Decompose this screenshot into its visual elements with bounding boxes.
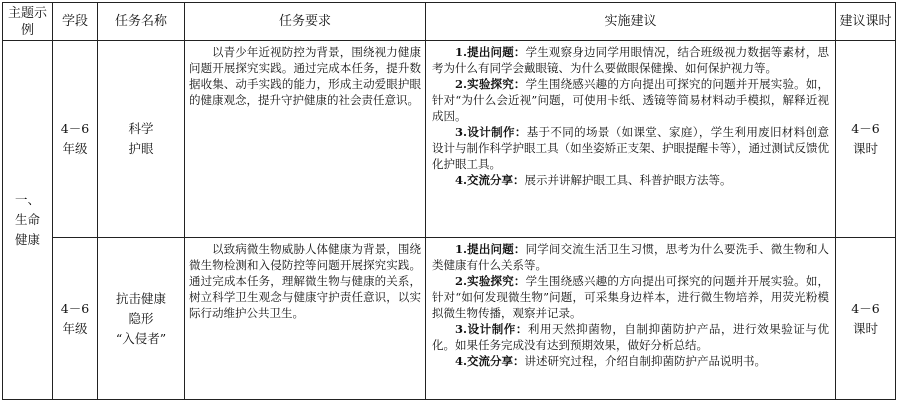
step-label: 3.设计制作： [455,322,528,336]
hours-text: 课时 [852,320,878,336]
header-stage: 学段 [53,3,98,41]
stage-cell [53,41,98,238]
step-text: 学生围绕感兴趣的方向提出可探究的问题并开展实验。如，针对“为什么会近视”问题，可使用卡纸、透镜等简易材料动手模拟，解释近视成因。 [432,77,829,123]
task-name-text: 隐形 [128,310,154,326]
step-label: 1.提出问题： [455,242,526,256]
step-item [432,124,829,172]
theme-line: 一、 [14,192,40,207]
requirement-cell: 以青少年近视防控为背景，围绕视力健康问题开展探究实践。通过完成本任务，提升数据收集、动手实践的能力，形成主动爱眼护眼的健康观念，提升守护健康的社会责任意识。 [185,41,426,238]
header-hours: 建议课时 [836,3,896,41]
step-item [432,44,829,76]
theme-line: 生命 [14,212,40,227]
step-label: 2.实验探究： [455,77,526,91]
step-label: 1.提出问题： [455,45,526,59]
stage-cell [53,238,98,400]
hours-cell [836,41,896,238]
header-row [3,3,896,41]
step-text: 讲述研究过程，介绍自制抑菌防护产品说明书。 [524,354,767,368]
hours-text: 课时 [852,141,878,156]
step-text: 基于不同的场景（如课堂、家庭），学生利用废旧材料创意设计与制作科学护眼工具（如坐姿矫正支架、护眼提醒卡等），通过测试反馈优化护眼工具。 [432,125,829,171]
table-row [3,238,896,400]
step-label: 3.设计制作： [455,125,527,139]
task-name-text: “入侵者” [115,330,167,346]
step-label: 2.实验探究： [455,274,526,288]
task-name-text: 护眼 [128,141,154,156]
stage-text: 4－6 [60,300,90,316]
task-name-cell [98,238,185,400]
step-label: 4.交流分享： [455,354,525,368]
header-theme: 主题示例 [3,3,53,41]
header-suggestions: 实施建议 [426,3,836,41]
step-item [432,273,829,321]
hours-cell [836,238,896,400]
hours-text: 4－6 [851,121,880,136]
header-requirements: 任务要求 [185,3,426,41]
requirement-cell: 以致病微生物威胁人体健康为背景，围绕微生物检测和入侵防控等问题开展探究实践。通过完成本任务，理解微生物与健康的关系，树立科学卫生观念与健康守护责任意识，以实际行动维护公共卫生。 [185,238,426,400]
step-item [432,172,829,188]
hours-text: 4－6 [851,300,880,316]
task-name-cell [98,41,185,238]
task-name-text: 抗击健康 [115,290,166,306]
theme-line: 健康 [14,232,40,247]
step-item [432,353,829,369]
task-table-container [2,2,895,402]
theme-cell [3,41,53,400]
suggestion-cell [426,41,836,238]
stage-text: 4－6 [60,121,90,136]
suggestion-cell [426,238,836,400]
step-text: 同学间交流生活卫生习惯，思考为什么要洗手、微生物和人类健康有什么关系等。 [432,242,829,272]
step-text: 学生观察身边同学用眼情况，结合班级视力数据等素材，思考为什么有同学会戴眼镜、为什么要做眼保健操、如何保护视力等。 [432,45,829,75]
step-label: 4.交流分享： [455,173,525,187]
table-row [3,41,896,238]
stage-text: 年级 [62,320,88,336]
step-text: 展示并讲解护眼工具、科普护眼方法等。 [524,173,732,187]
task-table [2,2,896,400]
header-task-name: 任务名称 [98,3,185,41]
step-text: 利用天然抑菌物，自制抑菌防护产品，进行效果验证与优化。如果任务完成没有达到预期效果，做好分析总结。 [432,322,829,352]
task-name-text: 科学 [128,121,154,136]
step-item [432,241,829,273]
step-text: 学生围绕感兴趣的方向提出可探究的问题并开展实验。如，针对“如何发现微生物”问题，可采集身边样本，进行微生物培养，用荧光粉模拟微生物传播，观察并记录。 [432,274,829,320]
step-item [432,321,829,353]
stage-text: 年级 [62,141,88,156]
step-item [432,76,829,124]
